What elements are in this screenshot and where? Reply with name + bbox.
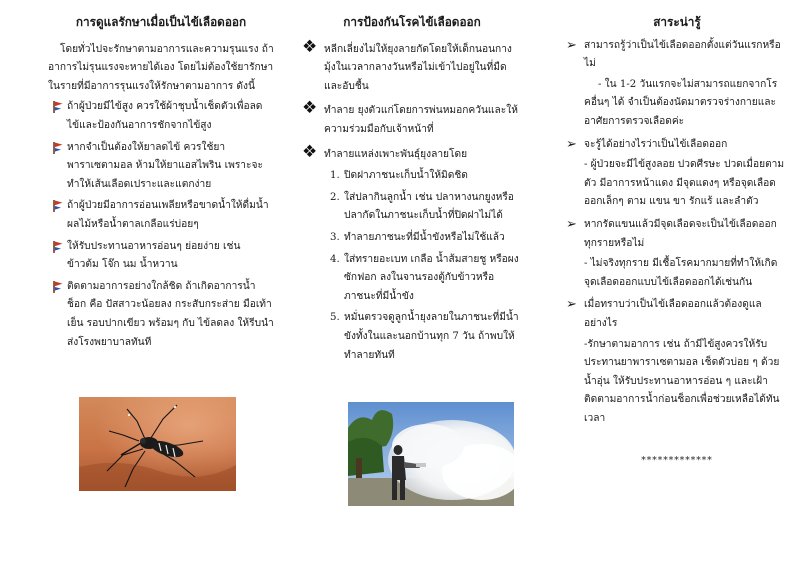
faq-answer: - ใน 1-2 วันแรกจะไม่สามารถแยกจากโรคอื่นๆ ได้ จำเป็นต้องนัดมาตรวจร่างกายและอาศัยการตรวจเลือดค่ะ <box>584 78 778 127</box>
care-item-text: ถ้าผู้ป่วยมีอาการอ่อนเพลียหรือขาดน้ำให้ดื่มน้ำผลไม้หรือน้ำตาลเกลือแร่บ่อยๆ <box>67 200 269 230</box>
faq-answer: - ไม่จริงทุกราย มีเชื้อโรคมากมายที่ทำให้เกิดจุดเลือดออกแบบไข้เลือดออกได้เช่นกัน <box>584 258 778 288</box>
arrow-bullet-icon: ➢ <box>566 216 577 232</box>
faq-answer: -รักษาตามอาการ เช่น ถ้ามีไข้สูงควรให้รับประทานยาพาราเซตามอล เช็ดตัวบ่อย ๆ ด้วยน้ำอุ่น ให้รับประทานอาหารอ่อน ๆ และเฝ้าติดตามอาการน้ำก่อนช็อกเพื่อช่วยเหลือได้ทันเวลา <box>584 338 780 424</box>
prevention-item <box>302 141 520 165</box>
care-title: การดูแลรักษาเมื่อเป็นไข้เลือดออก <box>75 15 247 29</box>
care-item-text: หากจำเป็นต้องให้ยาลดไข้ ควรใช้ยาพาราเซตามอล ห้ามให้ยาแอสไพริน เพราะจะทำให้เส้นเลือดเปราะและแตกง่าย <box>67 141 263 190</box>
care-item <box>48 197 274 234</box>
care-intro: โดยทั่วไปจะรักษาตามอาการและความรุนแรง ถ้าอาการไม่รุนแรงจะหายได้เอง โดยไม่ต้องใช้ยารักษา ในรายที่มีอาการรุนแรงให้รักษาตามอาการ ดังนี้ <box>48 43 274 92</box>
care-item <box>48 278 274 352</box>
faq-answer: - ผู้ป่วยจะมีไข้สูงลอย ปวดศีรษะ ปวดเมื่อยตามตัว มีอาการหน้าแดง มีจุดแดงๆ หรือจุดเลือดออกเล็กๆ ตาม แขน ขา รักแร้ และลำตัว <box>584 159 785 208</box>
breeding-step: 2. ใส่ปลากินลูกน้ำ เช่น ปลาหางนกยูงหรือปลากัดในภาชนะเก็บน้ำที่ปิดฝาไม่ได้ <box>330 191 514 222</box>
care-column <box>48 0 274 355</box>
facts-column <box>566 0 788 471</box>
flag-bullet-icon <box>50 100 64 114</box>
arrow-bullet-icon: ➢ <box>566 37 577 53</box>
care-item-text: ติดตามอาการอย่างใกล้ชิด ถ้าเกิดอาการน้ำช็อก คือ ปัสสาวะน้อยลง กระสับกระส่าย มือเท้าเย็น รอบปากเขียว พร้อมๆ กับ ไข้ลดลง ให้รีบนำส่งโรงพยาบาลทันที <box>67 280 274 348</box>
arrow-bullet-icon: ➢ <box>566 297 577 313</box>
faq-question: ➢ หากรัดแขนแล้วมีจุดเลือดจะเป็นไข้เลือดออกทุกรายหรือไม่ <box>566 216 777 249</box>
prevention-column <box>304 0 520 368</box>
prevention-item-text: หลีกเลี่ยงไม่ให้ยุงลายกัดโดยให้เด็กนอนกางมุ้งในเวลากลางวันหรือไม่เข้าไปอยู่ในที่มืดและอับชื้น <box>324 43 512 92</box>
flag-bullet-icon <box>50 280 64 294</box>
flag-bullet-icon <box>50 240 64 254</box>
breeding-step: 1. ปิดฝาภาชนะเก็บน้ำให้มิดชิด <box>330 170 468 182</box>
faq-question: ➢ เมื่อทราบว่าเป็นไข้เลือดออกแล้วต้องดูแลอย่างไร <box>566 297 762 329</box>
faq-question: ➢ จะรู้ได้อย่างไรว่าเป็นไข้เลือดออก <box>566 136 788 155</box>
prevention-item <box>302 98 520 139</box>
flag-bullet-icon <box>50 141 64 155</box>
prevention-title: การป้องกันโรคไข้เลือดออก <box>343 15 481 29</box>
stars-divider: ************* <box>641 456 713 467</box>
care-item <box>48 139 274 195</box>
breeding-step: 3. ทำลายภาชนะที่มีน้ำขังหรือไม่ใช้แล้ว <box>330 231 505 243</box>
prevention-item <box>302 36 520 97</box>
care-item-text: ให้รับประทานอาหารอ่อนๆ ย่อยง่าย เช่น ข้าวต้ม โจ๊ก นม น้ำหวาน <box>67 240 241 271</box>
breeding-steps-list <box>330 167 520 365</box>
mosquito-photo <box>79 397 236 491</box>
facts-title: สาระน่ารู้ <box>653 15 701 29</box>
breeding-step: 4. ใส่ทรายอะเบท เกลือ น้ำส้มสายชู หรือผง ซักฟอก ลงในจานรองตู้กับข้าวหรือภาชนะที่มีน้ำขัง <box>330 253 519 302</box>
faq-question: ➢ สามารถรู้ว่าเป็นไข้เลือดออกตั้งแต่วันแรกหรือไม่ <box>566 37 781 70</box>
care-item <box>48 98 274 135</box>
flag-bullet-icon <box>50 199 64 213</box>
prevention-item-text: ทำลาย ยุงตัวแก่โดยการพ่นหมอกควันและให้ความร่วมมือกับเจ้าหน้าที่ <box>324 105 518 135</box>
prevention-item-text: ทำลายแหล่งเพาะพันธุ์ยุงลายโดย <box>324 148 468 160</box>
diamond-bullet-icon: ❖ <box>302 98 318 119</box>
diamond-bullet-icon: ❖ <box>302 141 318 162</box>
fogging-photo <box>348 402 514 506</box>
arrow-bullet-icon: ➢ <box>566 136 577 152</box>
care-item <box>48 238 274 275</box>
care-item-text: ถ้าผู้ป่วยมีไข้สูง ควรใช้ผ้าชุบน้ำเช็ดตัวเพื่อลดไข้และป้องกันอาการชักจากไข้สูง <box>67 101 263 131</box>
breeding-step: 5. หมั่นตรวจดูลูกน้ำยุงลายในภาชนะที่มีน้ำขังทั้งในและนอกบ้านทุก 7 วัน ถ้าพบให้ทำลายทันที <box>330 312 519 361</box>
diamond-bullet-icon: ❖ <box>302 36 318 57</box>
